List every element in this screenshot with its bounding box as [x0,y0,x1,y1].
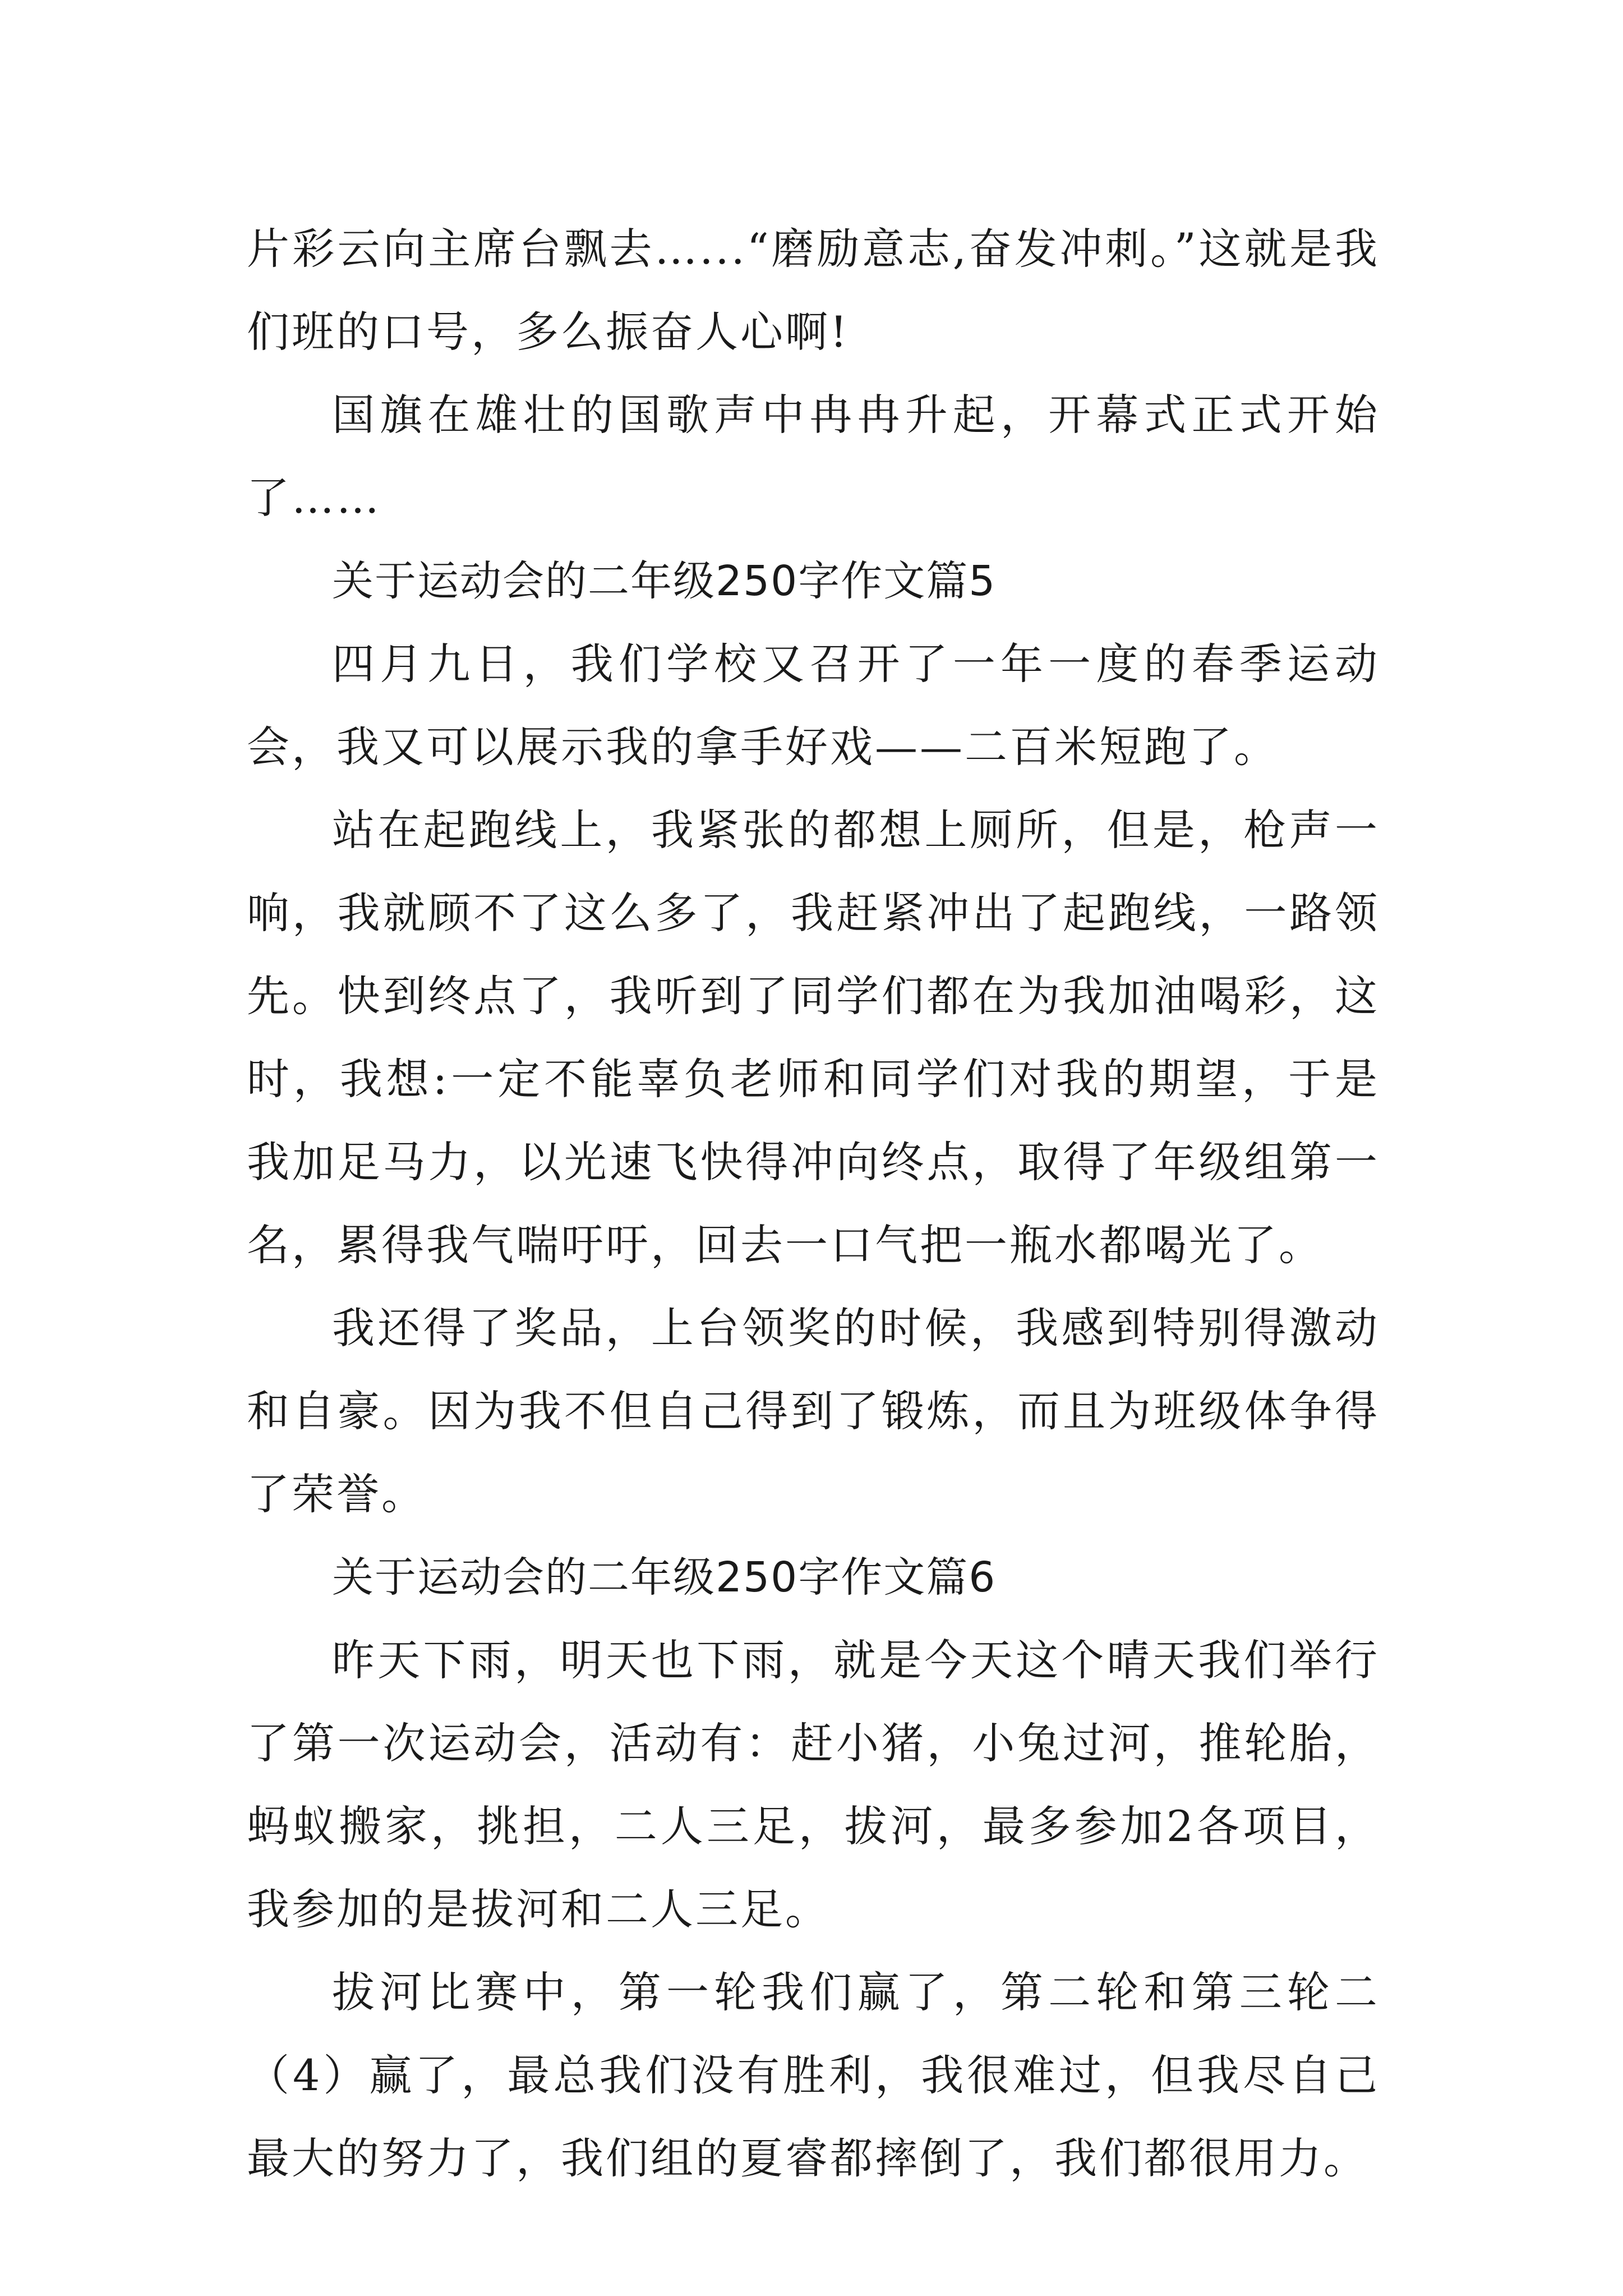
paragraph-april-ninth: 四月九日，我们学校又召开了一年一度的春季运动会，我又可以展示我的拿手好戏——二百米短跑了。 [247,639,1380,772]
document-body [247,208,1380,2200]
essay-heading-6: 关于运动会的二年级250字作文篇6 [332,1553,997,1602]
paragraph-starting-line: 站在起跑线上，我紧张的都想上厕所，但是，枪声一响，我就顾不了这么多了，我赶紧冲出了起跑线，一路领先。快到终点了，我听到了同学们都在为我加油喝彩，这时，我想:一定不能辜负老师和同学们对我的期望，于是我加足马力，以光速飞快得冲向终点，取得了年级组第一名，累得我气喘吁吁，回去一口气把一瓶水都喝光了。 [247,805,1380,1270]
paragraph-award: 我还得了奖品，上台领奖的时候，我感到特别得激动和自豪。因为我不但自己得到了锻炼，而且为班级体争得了荣誉。 [247,1303,1380,1519]
paragraph-tug-of-war: 拔河比赛中，第一轮我们赢了，第二轮和第三轮二（4）赢了，最总我们没有胜利，我很难过，但我尽自己最大的努力了，我们组的夏睿都摔倒了，我们都很用力。 [247,1967,1380,2183]
paragraph-flag-raising: 国旗在雄壮的国歌声中冉冉升起，开幕式正式开始了…… [247,390,1380,523]
paragraph-rainy-days: 昨天下雨，明天也下雨，就是今天这个晴天我们举行了第一次运动会，活动有：赶小猪，小兔过河，推轮胎，蚂蚁搬家，挑担，二人三足，拔河，最多参加2各项目，我参加的是拔河和二人三足。 [247,1635,1380,1934]
essay-heading-5: 关于运动会的二年级250字作文篇5 [332,557,997,605]
paragraph-continuation: 片彩云向主席台飘去…...“磨励意志,奋发冲刺。”这就是我们班的口号，多么振奋人心啊! [247,224,1380,357]
